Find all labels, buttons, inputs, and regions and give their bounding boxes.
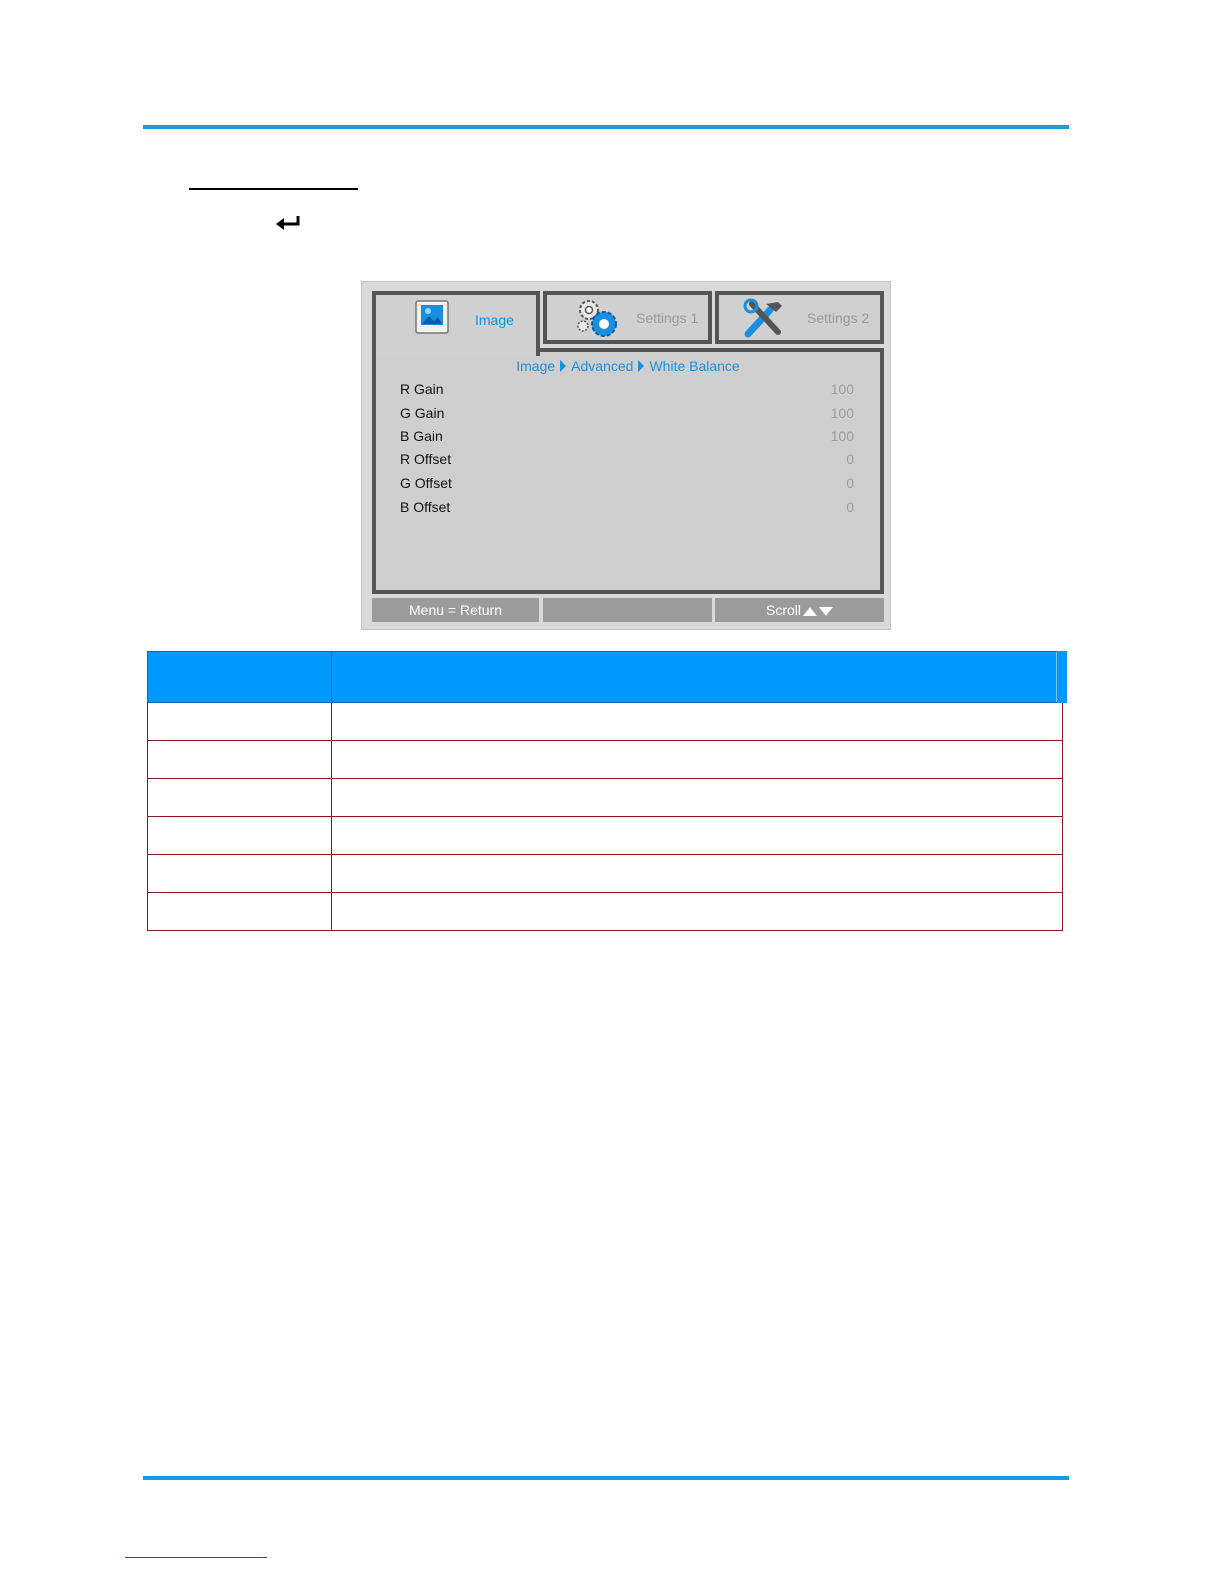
description-table (147, 651, 1067, 931)
osd-menu (361, 281, 891, 630)
table-cell (148, 703, 332, 741)
breadcrumb-arrow-icon (638, 360, 644, 372)
gears-icon (575, 298, 621, 338)
breadcrumb-item: White Balance (649, 358, 740, 374)
header-rule (143, 125, 1069, 129)
menu-item-g-gain[interactable] (400, 405, 854, 427)
menu-item-label: R Gain (400, 381, 444, 397)
menu-item-r-offset[interactable] (400, 451, 854, 473)
breadcrumb (376, 358, 880, 374)
footer-link-underline[interactable] (125, 1557, 267, 1558)
table-cell (332, 741, 1063, 779)
menu-item-label: G Offset (400, 475, 452, 491)
table-row (148, 741, 1063, 779)
menu-item-value: 100 (830, 428, 854, 444)
menu-item-value: 0 (846, 451, 854, 467)
menu-item-label: B Offset (400, 499, 451, 515)
tab-settings-2-label: Settings 2 (807, 310, 870, 326)
table-cell (332, 779, 1063, 817)
menu-item-label: R Offset (400, 451, 452, 467)
scroll-down-icon (819, 607, 833, 616)
menu-item-label: G Gain (400, 405, 445, 421)
table-cell (148, 893, 332, 931)
table-cell (148, 741, 332, 779)
table-cell (332, 817, 1063, 855)
table-cell (332, 893, 1063, 931)
table-cell (332, 703, 1063, 741)
table-header-row (148, 652, 1063, 703)
table-row (148, 817, 1063, 855)
menu-item-value: 100 (830, 405, 854, 421)
image-icon (415, 300, 449, 334)
table-cell (148, 855, 332, 893)
enter-key-icon (274, 214, 302, 232)
table-row (148, 703, 1063, 741)
breadcrumb-item: Image (516, 358, 556, 374)
table-cell (332, 855, 1063, 893)
footer-blank (543, 598, 712, 622)
menu-item-value: 0 (846, 499, 854, 515)
header-description (332, 652, 1063, 703)
menu-return-hint: Menu = Return (372, 598, 539, 622)
tab-image[interactable] (372, 291, 540, 356)
menu-item-r-gain[interactable] (400, 381, 854, 403)
scroll-up-icon (803, 607, 817, 616)
tools-icon (742, 298, 786, 340)
table-cell (148, 817, 332, 855)
tab-image-label: Image (475, 312, 514, 328)
menu-item-value: 0 (846, 475, 854, 491)
menu-item-b-gain[interactable] (400, 428, 854, 450)
footer-rule (143, 1476, 1069, 1480)
section-heading-underline (189, 188, 358, 190)
table-row (148, 893, 1063, 931)
menu-item-label: B Gain (400, 428, 443, 444)
breadcrumb-arrow-icon (560, 360, 566, 372)
scroll-hint (715, 598, 884, 622)
menu-item-g-offset[interactable] (400, 475, 854, 497)
osd-panel (372, 348, 884, 594)
tab-settings-1-label: Settings 1 (636, 310, 699, 326)
menu-item-b-offset[interactable] (400, 499, 854, 521)
tab-settings-1[interactable] (543, 291, 712, 344)
table-cell (148, 779, 332, 817)
table-row (148, 855, 1063, 893)
header-item (148, 652, 332, 703)
table-row (148, 779, 1063, 817)
scroll-label: Scroll (765, 602, 801, 618)
menu-item-value: 100 (830, 381, 854, 397)
breadcrumb-item: Advanced (571, 358, 634, 374)
tab-settings-2[interactable] (715, 291, 884, 344)
